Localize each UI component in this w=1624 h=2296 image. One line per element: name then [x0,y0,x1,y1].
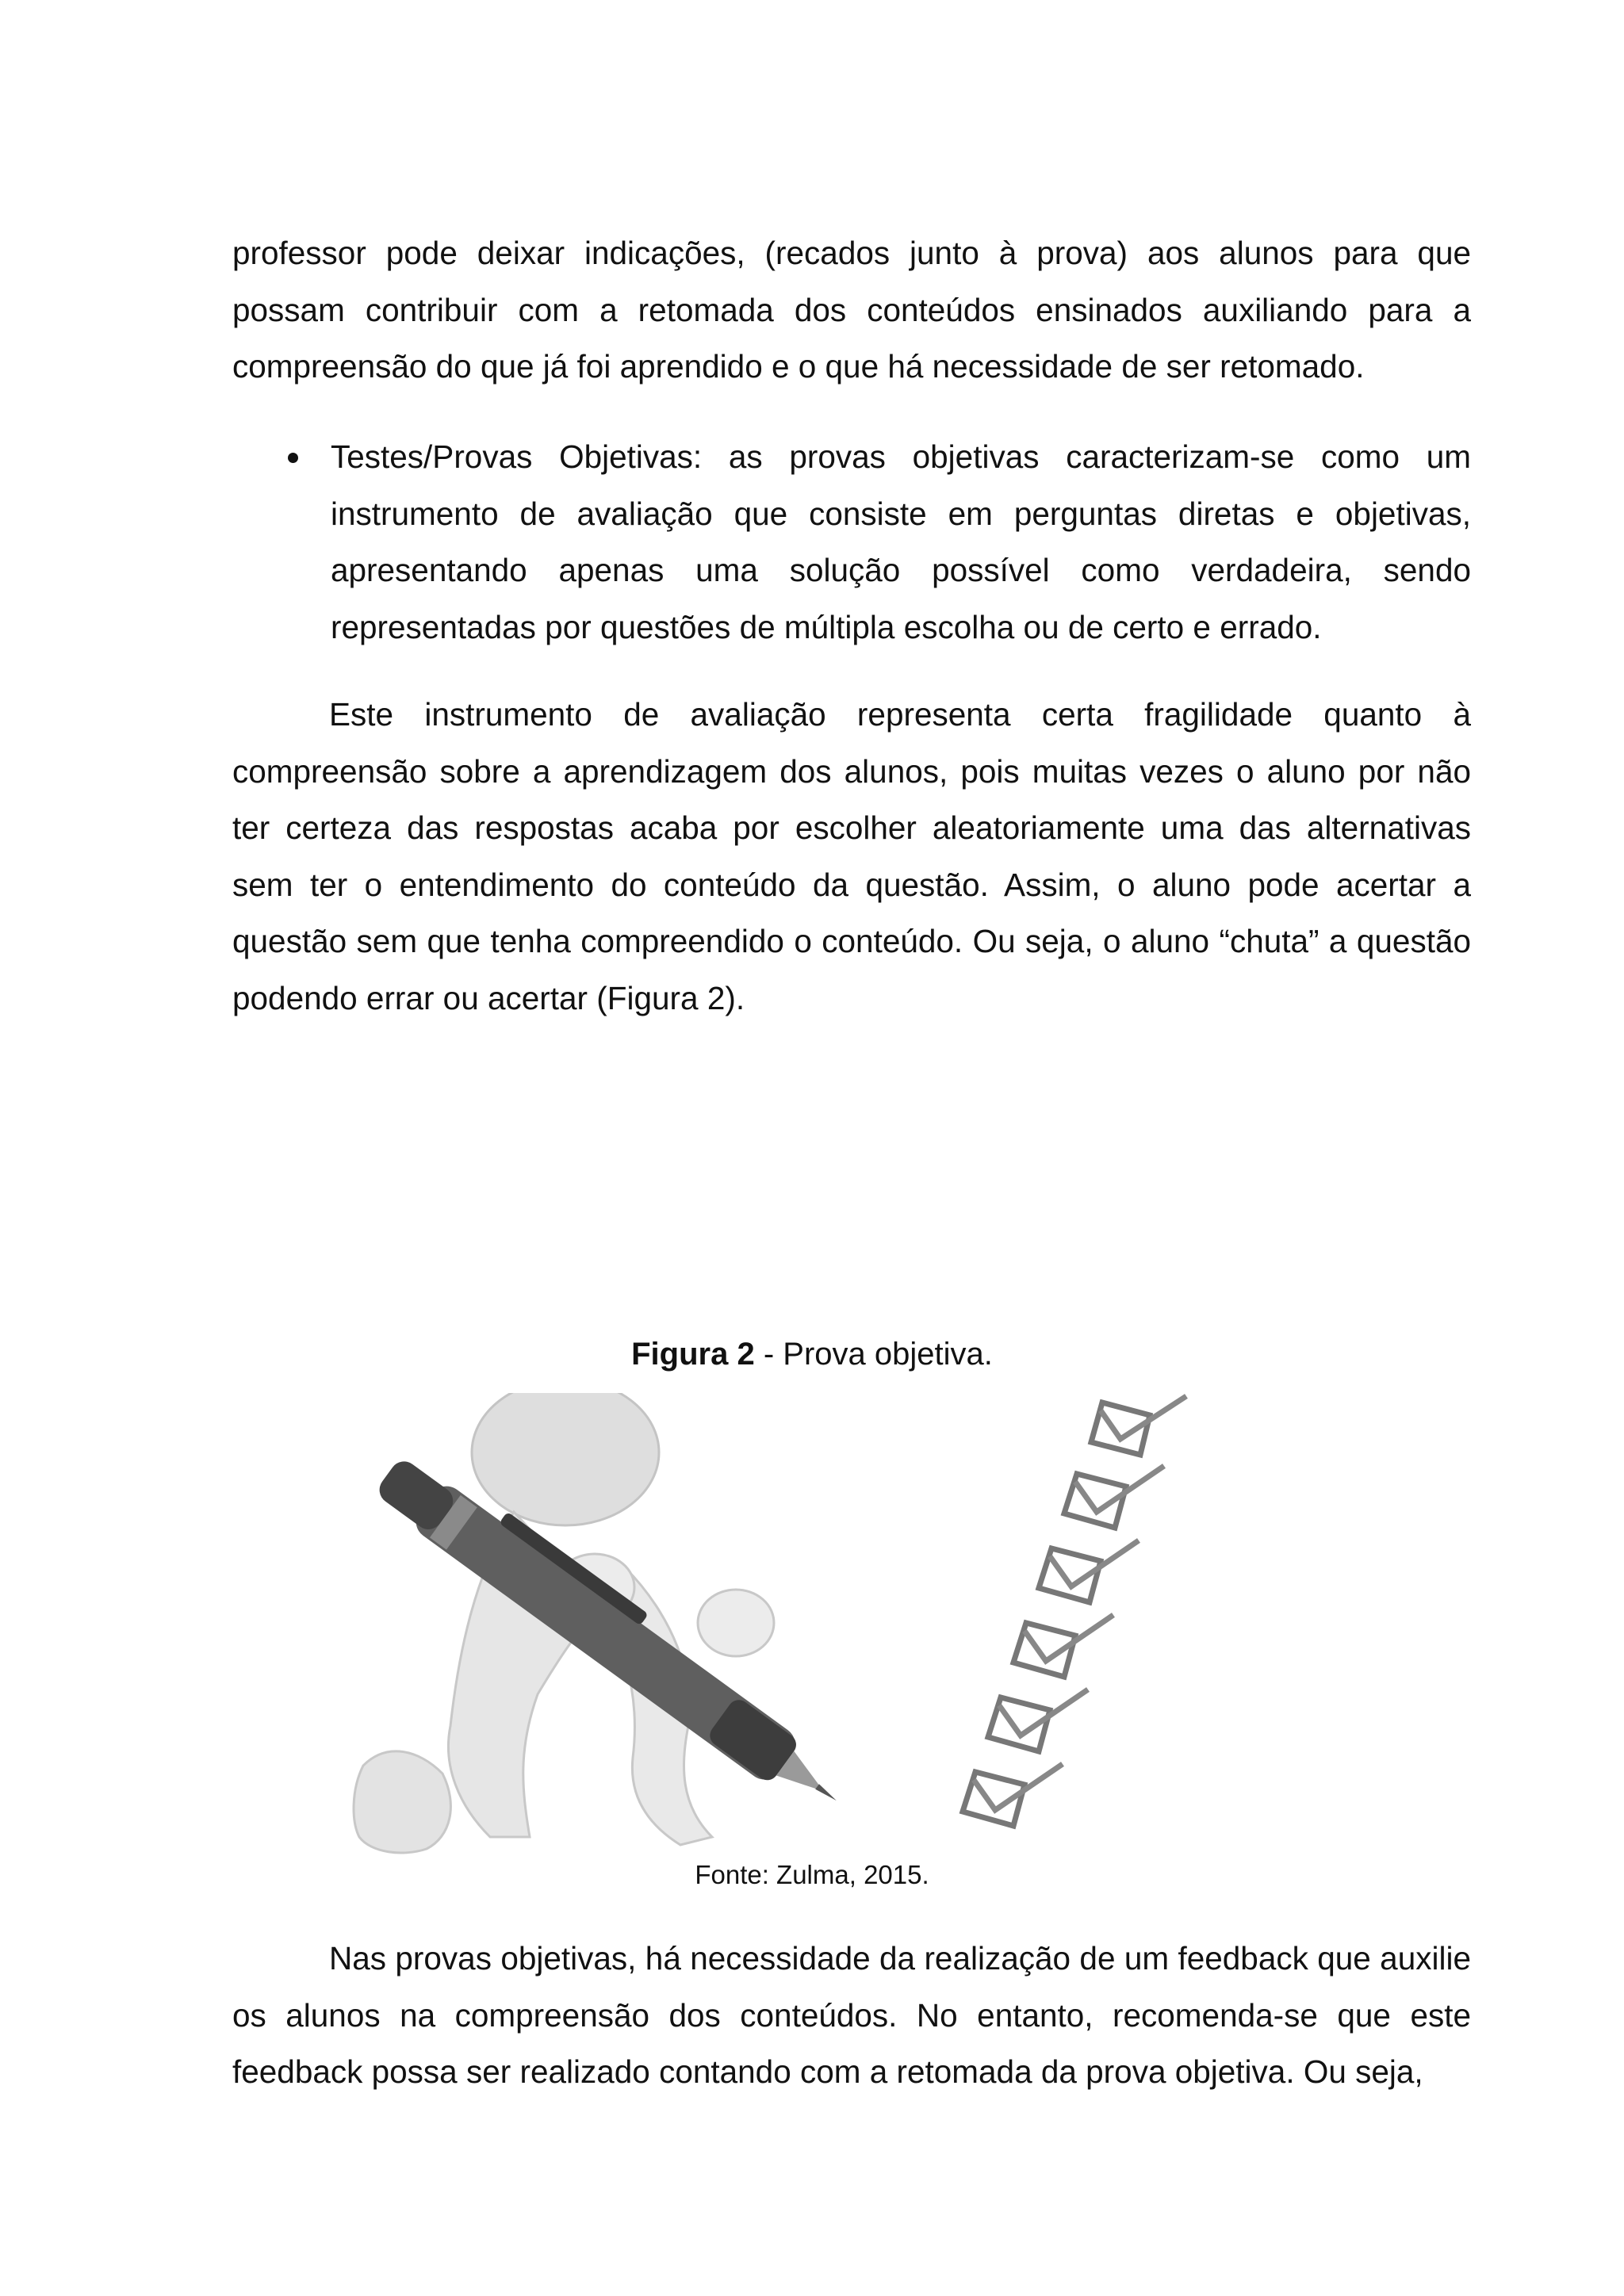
figure-caption-text: - Prova objetiva. [754,1337,993,1372]
figure-caption [0,1334,1624,1374]
paragraph-middle: Este instrumento de avaliação representa certa fragilidade quanto à compreensão sobre a aprendizagem dos alunos, pois muitas vezes o aluno por não ter certeza das respostas acaba por escolher aleatoriamente uma das alternativas sem ter o entendimento do conteúdo da questão. Assim, o aluno pode acertar a questão sem que tenha compreendido o conteúdo. Ou seja, o aluno “chuta” a questão podendo errar ou acertar (Figura 2). [232,696,1471,1016]
figure-caption-label: Figura 2 [631,1337,755,1372]
bullet-icon [288,453,298,463]
bullet-item-text: Testes/Provas Objetivas: as provas objetivas caracterizam-se como um instrumento de avaliação que consiste em perguntas diretas e objetivas, apresentando apenas uma solução possível como verdadeira, sendo representadas por questões de múltipla escolha ou de certo e errado. [331,438,1471,645]
paragraph-bottom: Nas provas objetivas, há necessidade da realização de um feedback que auxilie os alunos na compreensão dos conteúdos. No entanto, recomenda-se que este feedback possa ser realizado contando com a retomada da prova objetiva. Ou seja, [232,1940,1471,2090]
figure-image-pen-checklist [339,1393,1245,1856]
bullet-list-item [232,429,1471,656]
figure-source: Fonte: Zulma, 2015. [695,1860,929,1889]
paragraph-top: professor pode deixar indicações, (recados junto à prova) aos alunos para que possam contribuir com a retomada dos conteúdos ensinados auxiliando para a compreensão do que já foi aprendido e o que há necessidade de ser retomado. [232,235,1471,385]
